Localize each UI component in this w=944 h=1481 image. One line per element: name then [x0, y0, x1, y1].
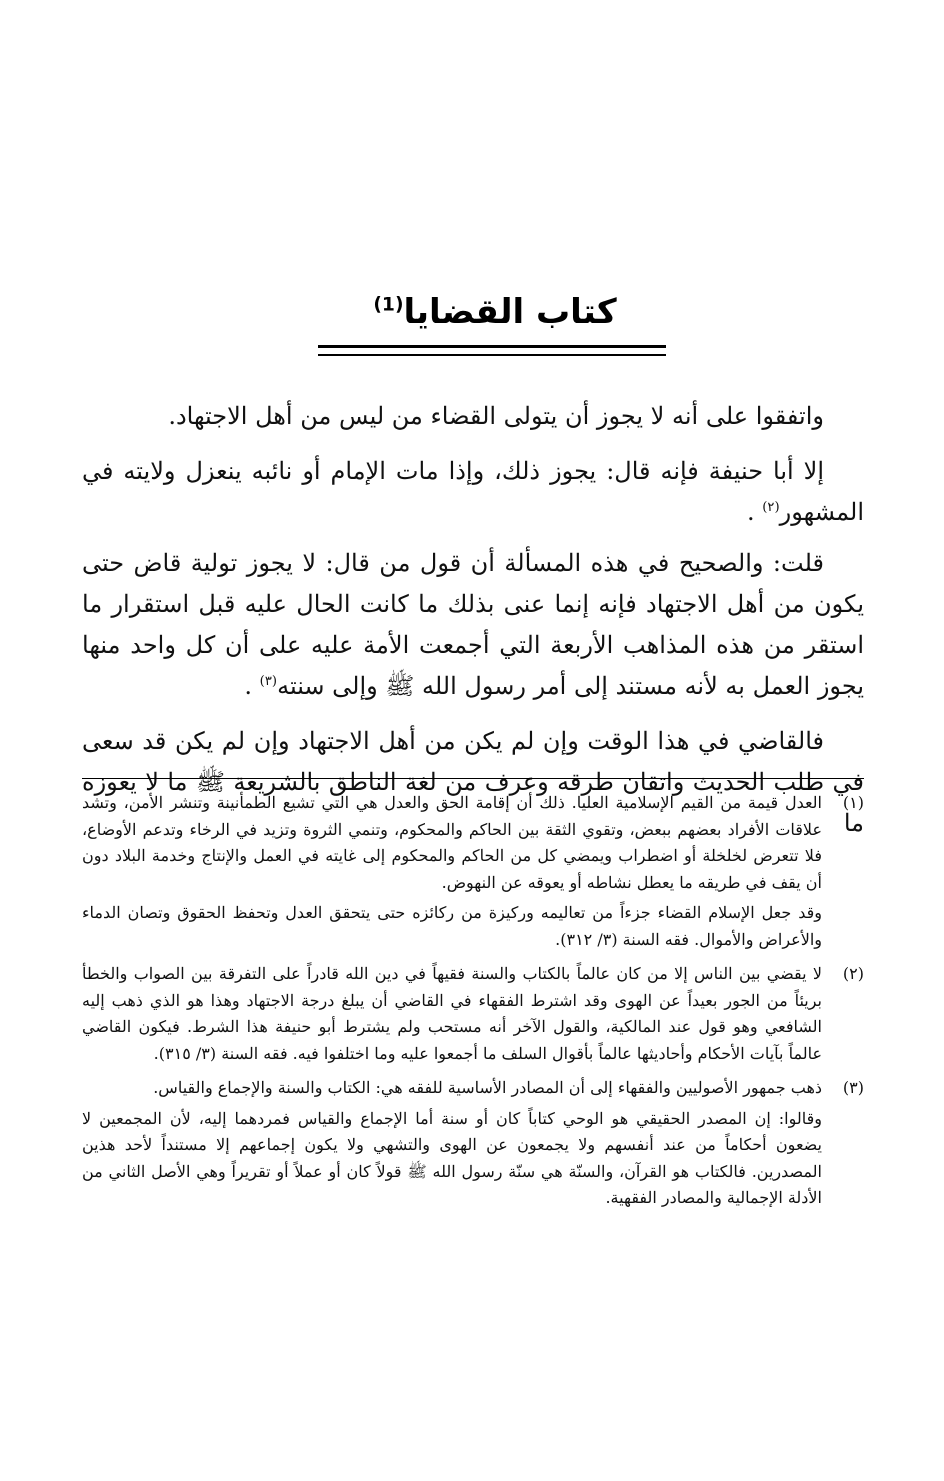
paragraph-correct-view-end: .: [244, 672, 253, 700]
footnote-body: [82, 790, 822, 957]
footnote-paragraph: لا يقضي بين الناس إلا من كان عالماً بالكتاب والسنة فقيهاً في دين الله قادراً على التفرقة بين الصواب والخطأ بريئاً من الجور بعيداً عن الهوى وقد اشترط الفقهاء في القاضي أن يبلغ درجة الاجتهاد وهذا هو الذي ذهب إليه الشافعي وهو قول عند المالكية، والقول الآخر أنه مستحب ولم يشترط أبو حنيفة هذا الشرط. فيكون القاضي عالماً بآيات الأحكام وأحاديثها عالماً بأقوال السلف ما أجمعوا عليه وما اختلفوا فيه. فقه السنة (٣/ ٣١٥).: [82, 964, 822, 1063]
footnote-separator: [82, 778, 864, 779]
paragraph-judge-today: فالقاضي في هذا الوقت وإن لم يكن من أهل الاجتهاد وإن لم يكن قد سعى في طلب الحديث واتقان طرقه وعرف من لغة الناطق بالشريعة ﷺ ما لا يعوزه ما: [82, 727, 864, 837]
footnote-marker-2: (٢): [762, 500, 780, 515]
paragraph-abu-hanifa-end: .: [746, 498, 755, 526]
footnote-paragraph: ذهب جمهور الأصوليين والفقهاء إلى أن المصادر الأساسية للفقه هي: الكتاب والسنة والإجماع والقياس.: [153, 1078, 822, 1097]
chapter-title: [320, 288, 670, 336]
footnote-body: [82, 961, 822, 1071]
paragraph-consensus: واتفقوا على أنه لا يجوز أن يتولى القضاء من ليس من أهل الاجتهاد.: [168, 402, 824, 430]
footnote-paragraph: وقالوا: إن المصدر الحقيقي هو الوحي كتاباً كان أو سنة أما الإجماع والقياس فمردهما إليه، لأن المجمعين لا يضعون أحكاماً من عند أنفسهم ولا يجمعون عن الهوى والتشهي ولا يكون إجماعهم إلا مستنداً لأحد هذين المصدرين. فالكتاب هو القرآن، والسنّة هي سنّة رسول الله ﷺ قولاً كان أو عملاً أو تقريراً وهي الأصل الثاني من الأدلة الإجمالية والمصادر الفقهية.: [82, 1108, 823, 1207]
footnote-3: [82, 1075, 864, 1216]
footnote-paragraph: وقد جعل الإسلام القضاء جزءاً من تعاليمه وركيزة من ركائزه حتى يتحقق العدل وتحفظ الحقوق وتصان الدماء والأعراض والأموال. فقه السنة (٣/ ٣١٢).: [82, 903, 822, 949]
paragraph-abu-hanifa-text: إلا أبا حنيفة فإنه قال: يجوز ذلك، وإذا مات الإمام أو نائبه ينعزل ولايته في المشهور: [82, 457, 864, 526]
title-double-rule: [318, 345, 666, 356]
footnote-body: [82, 1075, 822, 1216]
footnote-number: (٣): [842, 1078, 864, 1097]
footnotes: [82, 790, 864, 1220]
paragraph-correct-view-text: قلت: والصحيح في هذه المسألة أن قول من قال: لا يجوز تولية قاض حتى يكون من أهل الاجتهاد فإنه إنما عنى بذلك ما كانت الحال عليه قبل استقرار ما استقر من هذه المذاهب الأربعة التي أجمعت الأمة عليه على أن كل واحد منها يجوز العمل به لأنه مستند إلى أمر رسول الله ﷺ وإلى سنته: [82, 549, 864, 700]
footnote-marker-3: (٣): [259, 674, 278, 689]
footnote-2: [82, 961, 864, 1071]
paragraph-correct-view: [82, 543, 864, 707]
paragraph-abu-hanifa: [82, 451, 864, 533]
footnote-number: (١): [842, 793, 864, 812]
footnote-1: [82, 790, 864, 957]
chapter-title-footnote-marker: (1): [373, 294, 404, 316]
main-text: [82, 396, 864, 858]
footnote-paragraph: العدل قيمة من القيم الإسلامية العليا. ذلك أن إقامة الحق والعدل هي التي تشيع الطمأنينة وتنشر الأمن، وتشد علاقات الأفراد بعضهم ببعض، وتقوي الثقة بين الحاكم والمحكوم، وتنمي الثروة وتزيد في الرخاء وتدعم الأوضاع، فلا تتعرض لخلخلة أو اضطراب ويمضي كل من الحاكم والمحكوم إلى غايته في العمل والإنتاج وخدمة البلاد دون أن يقف في طريقه ما يعطل نشاطه أو يعوقه عن النهوض.: [82, 793, 823, 892]
chapter-title-text: كتاب القضايا: [403, 292, 617, 332]
footnote-number: (٢): [842, 964, 864, 983]
